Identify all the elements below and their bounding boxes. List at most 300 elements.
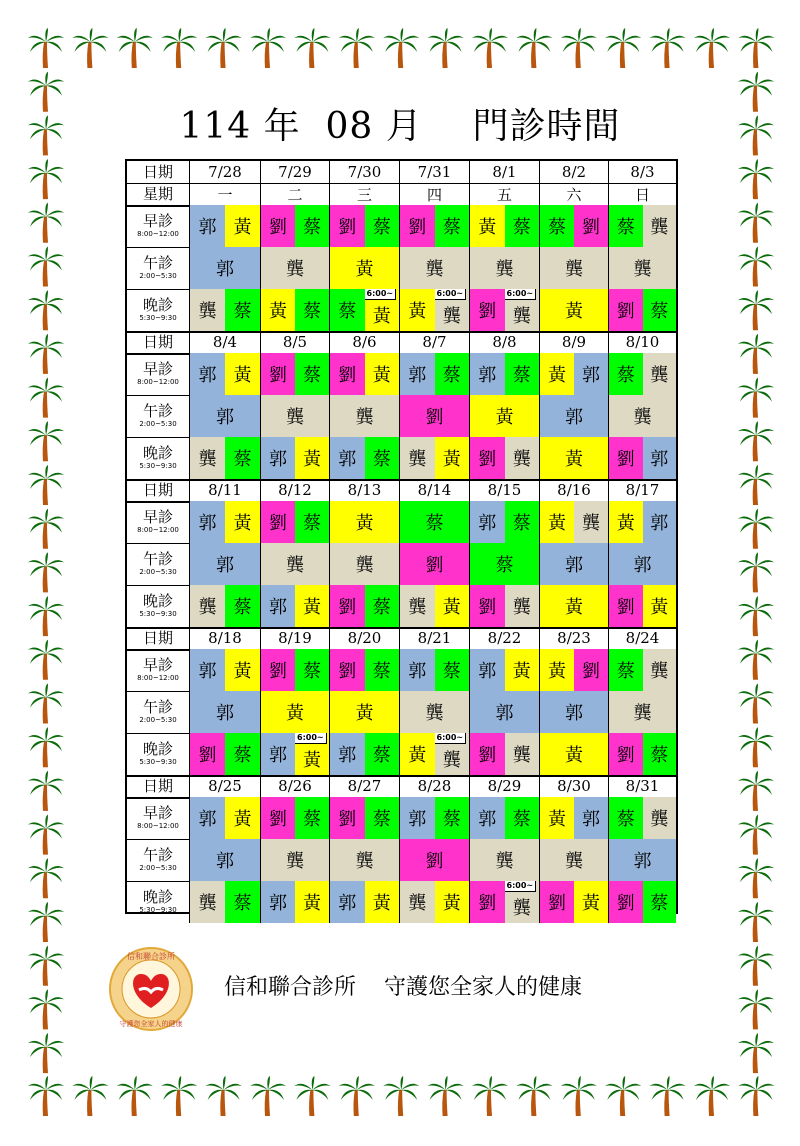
doctor-name: 蔡 (233, 745, 252, 766)
shift-cell (540, 205, 609, 247)
row-label (127, 585, 190, 627)
palm-tree-icon (738, 946, 774, 986)
doctor-name: 劉 (269, 513, 287, 534)
doctor-name: 郭 (650, 513, 669, 534)
doctor-name: 龔 (198, 597, 217, 618)
doctor-slot (400, 839, 469, 881)
palm-tree-icon (516, 28, 552, 68)
doctor-slot (540, 839, 608, 881)
doctor-name: 郭 (198, 217, 217, 238)
doctor-name: 郭 (633, 555, 652, 576)
palm-tree-icon (28, 203, 64, 243)
doctor-slot (400, 353, 435, 395)
doctor-name: 郭 (269, 597, 287, 618)
doctor-name: 龔 (512, 449, 531, 470)
doctor-slot (400, 501, 469, 543)
row-label-text: 午診 (142, 698, 173, 716)
doctor-slot (225, 353, 260, 395)
palm-tree-icon (694, 28, 730, 68)
date-cell: 8/11 (190, 479, 261, 501)
doctor-slot (295, 353, 329, 395)
doctor-name: 郭 (633, 851, 652, 872)
date-row (127, 161, 676, 183)
shift-cell (190, 839, 261, 881)
palm-tree-icon (738, 989, 774, 1029)
date-row (127, 479, 676, 501)
doctor-slot (225, 585, 260, 627)
doctor-name: 龔 (355, 407, 374, 428)
doctor-slot (470, 585, 505, 627)
doctor-name: 蔡 (372, 745, 391, 766)
doctor-slot (574, 353, 608, 395)
doctor-slot (261, 437, 295, 479)
doctor-name: 黃 (355, 259, 374, 280)
doctor-name: 郭 (478, 513, 497, 534)
afternoon-row (127, 543, 676, 585)
shift-cell (330, 437, 400, 479)
doctor-slot (400, 585, 435, 627)
doctor-slot (295, 881, 329, 923)
doctor-slot (505, 437, 540, 479)
doctor-name: 龔 (633, 703, 652, 724)
palm-tree-icon (738, 290, 774, 330)
date-cell: 8/30 (540, 775, 609, 797)
doctor-slot (225, 733, 260, 775)
shift-cell (261, 839, 330, 881)
palm-tree-icon (516, 1076, 552, 1116)
shift-cell (470, 205, 540, 247)
evening-row (127, 437, 676, 479)
palm-tree-icon (738, 640, 774, 680)
row-label-text: 晚診 (142, 888, 173, 906)
doctor-name: 黃 (442, 893, 461, 914)
shift-cell (400, 395, 470, 437)
palm-tree-icon (738, 28, 774, 68)
doctor-name: 蔡 (512, 513, 531, 534)
row-label (127, 627, 190, 649)
row-label (127, 797, 190, 839)
doctor-name: 黃 (372, 306, 391, 327)
doctor-name: 劉 (338, 661, 357, 682)
doctor-name: 劉 (269, 365, 287, 386)
palm-tree-icon (383, 28, 419, 68)
palm-tree-icon (161, 28, 197, 68)
doctor-slot (643, 353, 677, 395)
doctor-slot (190, 205, 225, 247)
doctor-slot (190, 501, 225, 543)
shift-cell (261, 881, 330, 923)
shift-cell (190, 247, 261, 289)
doctor-name: 劉 (425, 407, 444, 428)
session-hours: 2:00~5:30 (139, 568, 177, 576)
row-label-text: 晚診 (142, 740, 173, 758)
doctor-slot (400, 247, 469, 289)
shift-cell (190, 881, 261, 923)
doctor-slot (225, 289, 260, 331)
doctor-name: 黃 (408, 745, 427, 766)
doctor-name: 郭 (582, 365, 600, 386)
logo-top-text: 信和聯合診所 (127, 952, 175, 961)
date-cell: 8/7 (400, 331, 470, 353)
row-label (127, 733, 190, 775)
doctor-slot (540, 501, 574, 543)
doctor-name: 郭 (408, 365, 427, 386)
date-cell: 7/28 (190, 161, 261, 183)
date-cell: 7/31 (400, 161, 470, 183)
palm-tree-icon (472, 1076, 508, 1116)
doctor-slot (365, 437, 400, 479)
doctor-slot (643, 501, 677, 543)
palm-tree-icon (738, 421, 774, 461)
shift-cell (330, 691, 400, 733)
palm-tree-icon (383, 1076, 419, 1116)
doctor-slot (609, 649, 643, 691)
time-note: 6:00~ (295, 733, 327, 744)
shift-cell (400, 839, 470, 881)
doctor-name: 龔 (650, 217, 669, 238)
date-cell: 8/5 (261, 331, 330, 353)
doctor-name: 蔡 (372, 661, 391, 682)
row-label-text: 午診 (142, 254, 173, 272)
shift-cell (190, 501, 261, 543)
doctor-slot (400, 649, 435, 691)
doctor-name: 蔡 (372, 597, 391, 618)
palm-tree-icon (605, 1076, 641, 1116)
doctor-slot (330, 543, 399, 585)
weekday-cell: 五 (470, 183, 540, 205)
doctor-slot (190, 649, 225, 691)
doctor-slot (330, 501, 399, 543)
doctor-slot (330, 649, 365, 691)
doctor-slot (190, 691, 260, 733)
doctor-slot (643, 585, 677, 627)
shift-cell (400, 649, 470, 691)
doctor-slot (261, 585, 295, 627)
palm-tree-icon (28, 858, 64, 898)
doctor-slot (643, 649, 677, 691)
doctor-name: 黃 (233, 513, 252, 534)
date-cell: 8/20 (330, 627, 400, 649)
shift-cell (190, 585, 261, 627)
morning-row (127, 649, 676, 691)
doctor-name: 黃 (233, 365, 252, 386)
doctor-slot (225, 501, 260, 543)
doctor-slot (470, 649, 505, 691)
doctor-slot (190, 395, 260, 437)
shift-cell (261, 353, 330, 395)
doctor-name: 郭 (565, 555, 583, 576)
palm-tree-icon (738, 1076, 774, 1116)
doctor-name: 劉 (478, 745, 497, 766)
doctor-name: 黃 (565, 449, 583, 470)
doctor-slot (643, 797, 677, 839)
palm-tree-icon (428, 1076, 464, 1116)
palm-tree-icon (738, 771, 774, 811)
doctor-name: 郭 (650, 449, 669, 470)
morning-row (127, 205, 676, 247)
doctor-slot (540, 797, 574, 839)
shift-cell (400, 289, 470, 331)
shift-cell (190, 205, 261, 247)
doctor-name: 龔 (633, 259, 652, 280)
doctor-name: 龔 (650, 365, 669, 386)
date-cell: 8/6 (330, 331, 400, 353)
doctor-name: 劉 (616, 449, 635, 470)
doctor-name: 黃 (548, 365, 566, 386)
shift-cell (470, 649, 540, 691)
shift-cell (470, 881, 540, 923)
row-label-text: 晚診 (142, 444, 173, 462)
doctor-slot (190, 585, 225, 627)
doctor-slot (470, 543, 539, 585)
date-cell: 8/13 (330, 479, 400, 501)
doctor-name: 黃 (303, 750, 321, 771)
row-label-text: 午診 (142, 846, 173, 864)
doctor-slot (540, 691, 608, 733)
doctor-name: 黃 (650, 597, 669, 618)
doctor-name: 劉 (478, 597, 497, 618)
row-label-text: 早診 (142, 508, 173, 526)
clinic-schedule-table (125, 159, 678, 919)
weekday-row (127, 183, 676, 205)
doctor-name: 劉 (269, 809, 287, 830)
doctor-slot (330, 691, 399, 733)
palm-tree-icon (28, 465, 64, 505)
doctor-slot (261, 247, 329, 289)
shift-cell (261, 585, 330, 627)
doctor-name: 郭 (338, 745, 357, 766)
palm-tree-icon (738, 334, 774, 374)
doctor-slot (330, 289, 365, 331)
doctor-slot (643, 881, 677, 923)
session-hours: 8:00~12:00 (137, 230, 179, 238)
doctor-name: 蔡 (650, 301, 669, 322)
palm-tree-icon (561, 1076, 597, 1116)
shift-cell (609, 353, 676, 395)
weekday-cell: 日 (634, 185, 650, 204)
date-row (127, 331, 676, 353)
row-label (127, 353, 190, 395)
doctor-slot (261, 881, 295, 923)
doctor-name: 郭 (216, 851, 234, 872)
doctor-name: 龔 (198, 893, 217, 914)
doctor-slot (190, 437, 225, 479)
doctor-name: 蔡 (233, 597, 252, 618)
palm-tree-icon (561, 28, 597, 68)
doctor-name: 郭 (478, 661, 497, 682)
date-cell: 8/2 (540, 161, 609, 183)
doctor-slot (505, 205, 540, 247)
date-cell: 7/30 (330, 161, 400, 183)
doctor-name: 郭 (269, 745, 287, 766)
doctor-slot (190, 797, 225, 839)
doctor-name: 蔡 (303, 513, 321, 534)
palm-tree-icon (738, 858, 774, 898)
shift-cell (261, 395, 330, 437)
weekday-cell: 三 (330, 183, 400, 205)
row-label (127, 205, 190, 247)
shift-cell (470, 797, 540, 839)
row-label (127, 331, 190, 353)
doctor-slot (261, 797, 295, 839)
weekday-cell: 四 (400, 183, 470, 205)
doctor-slot (470, 881, 505, 923)
shift-cell (609, 501, 676, 543)
doctor-name: 蔡 (442, 809, 461, 830)
doctor-slot (190, 839, 260, 881)
doctor-name: 黃 (616, 513, 635, 534)
doctor-slot (435, 205, 470, 247)
doctor-name: 蔡 (495, 555, 514, 576)
shift-cell (609, 797, 676, 839)
doctor-slot (470, 289, 505, 331)
doctor-slot (643, 289, 677, 331)
doctor-name: 劉 (408, 217, 427, 238)
doctor-slot (330, 839, 399, 881)
doctor-name: 龔 (355, 851, 374, 872)
doctor-name: 黃 (372, 893, 391, 914)
doctor-slot (609, 353, 643, 395)
shift-cell (261, 733, 330, 775)
doctor-name: 黃 (565, 301, 583, 322)
palm-tree-icon (28, 421, 64, 461)
doctor-slot (540, 395, 608, 437)
doctor-name: 蔡 (233, 893, 252, 914)
palm-tree-icon (294, 1076, 330, 1116)
doctor-name: 蔡 (303, 217, 321, 238)
row-label (127, 395, 190, 437)
date-cell: 7/29 (261, 161, 330, 183)
doctor-name: 黃 (269, 301, 287, 322)
shift-cell (470, 839, 540, 881)
doctor-name: 龔 (198, 301, 217, 322)
doctor-slot (540, 353, 574, 395)
time-note: 6:00~ (505, 881, 537, 892)
doctor-slot (295, 733, 329, 775)
doctor-name: 龔 (408, 597, 427, 618)
palm-tree-icon (738, 727, 774, 767)
palm-tree-icon (28, 640, 64, 680)
doctor-slot (609, 247, 676, 289)
palm-tree-icon (250, 1076, 286, 1116)
doctor-slot (365, 797, 400, 839)
doctor-slot (435, 585, 470, 627)
shift-cell (540, 881, 609, 923)
doctor-name: 郭 (269, 449, 287, 470)
footer (108, 946, 668, 1026)
doctor-slot (400, 691, 469, 733)
doctor-name: 郭 (478, 365, 497, 386)
doctor-slot (261, 501, 295, 543)
row-label-text: 星期 (142, 184, 173, 203)
shift-cell (609, 395, 676, 437)
doctor-name: 劉 (269, 661, 287, 682)
shift-cell (470, 289, 540, 331)
shift-cell (470, 501, 540, 543)
doctor-name: 龔 (408, 893, 427, 914)
palm-tree-icon (694, 1076, 730, 1116)
doctor-slot (470, 839, 539, 881)
doctor-name: 蔡 (442, 661, 461, 682)
doctor-slot (400, 733, 435, 775)
doctor-slot (190, 881, 225, 923)
doctor-slot (470, 733, 505, 775)
doctor-name: 蔡 (372, 217, 391, 238)
date-cell: 8/21 (400, 627, 470, 649)
session-hours: 5:30~9:30 (139, 906, 177, 914)
doctor-name: 黃 (582, 893, 600, 914)
palm-tree-icon (28, 159, 64, 199)
doctor-slot (400, 437, 435, 479)
doctor-slot (574, 797, 608, 839)
doctor-name: 郭 (198, 513, 217, 534)
shift-cell (609, 585, 676, 627)
doctor-slot (609, 881, 643, 923)
shift-cell (400, 205, 470, 247)
shift-cell (540, 395, 609, 437)
time-note: 6:00~ (435, 733, 467, 744)
doctor-slot (261, 289, 295, 331)
doctor-name: 郭 (565, 407, 583, 428)
date-cell: 8/12 (261, 479, 330, 501)
shift-cell (540, 733, 609, 775)
doctor-name: 郭 (478, 809, 497, 830)
afternoon-row (127, 839, 676, 881)
doctor-slot (330, 247, 399, 289)
shift-cell (470, 543, 540, 585)
shift-cell (190, 733, 261, 775)
shift-cell (540, 247, 609, 289)
doctor-slot (470, 691, 539, 733)
doctor-slot (505, 881, 540, 923)
doctor-name: 黃 (233, 217, 252, 238)
doctor-slot (435, 733, 470, 775)
row-label-text: 早診 (142, 212, 173, 230)
doctor-slot (643, 733, 677, 775)
doctor-slot (470, 395, 539, 437)
row-label (127, 501, 190, 543)
doctor-name: 龔 (425, 259, 444, 280)
shift-cell (540, 839, 609, 881)
morning-row (127, 501, 676, 543)
doctor-name: 黃 (303, 597, 321, 618)
doctor-slot (225, 881, 260, 923)
doctor-name: 劉 (582, 661, 600, 682)
shift-cell (400, 543, 470, 585)
palm-tree-icon (650, 28, 686, 68)
doctor-slot (400, 289, 435, 331)
doctor-slot (261, 395, 329, 437)
doctor-slot (643, 205, 677, 247)
date-cell: 8/14 (400, 479, 470, 501)
doctor-name: 劉 (616, 893, 635, 914)
doctor-slot (400, 797, 435, 839)
shift-cell (190, 437, 261, 479)
shift-cell (470, 437, 540, 479)
doctor-slot (505, 585, 540, 627)
weekday-cell: 一 (190, 183, 261, 205)
doctor-name: 龔 (286, 555, 304, 576)
doctor-slot (505, 353, 540, 395)
shift-cell (330, 839, 400, 881)
shift-cell (400, 691, 470, 733)
doctor-slot (330, 205, 365, 247)
doctor-slot (190, 289, 225, 331)
shift-cell (190, 353, 261, 395)
shift-cell (540, 289, 609, 331)
palm-tree-icon (738, 1033, 774, 1073)
shift-cell (470, 585, 540, 627)
